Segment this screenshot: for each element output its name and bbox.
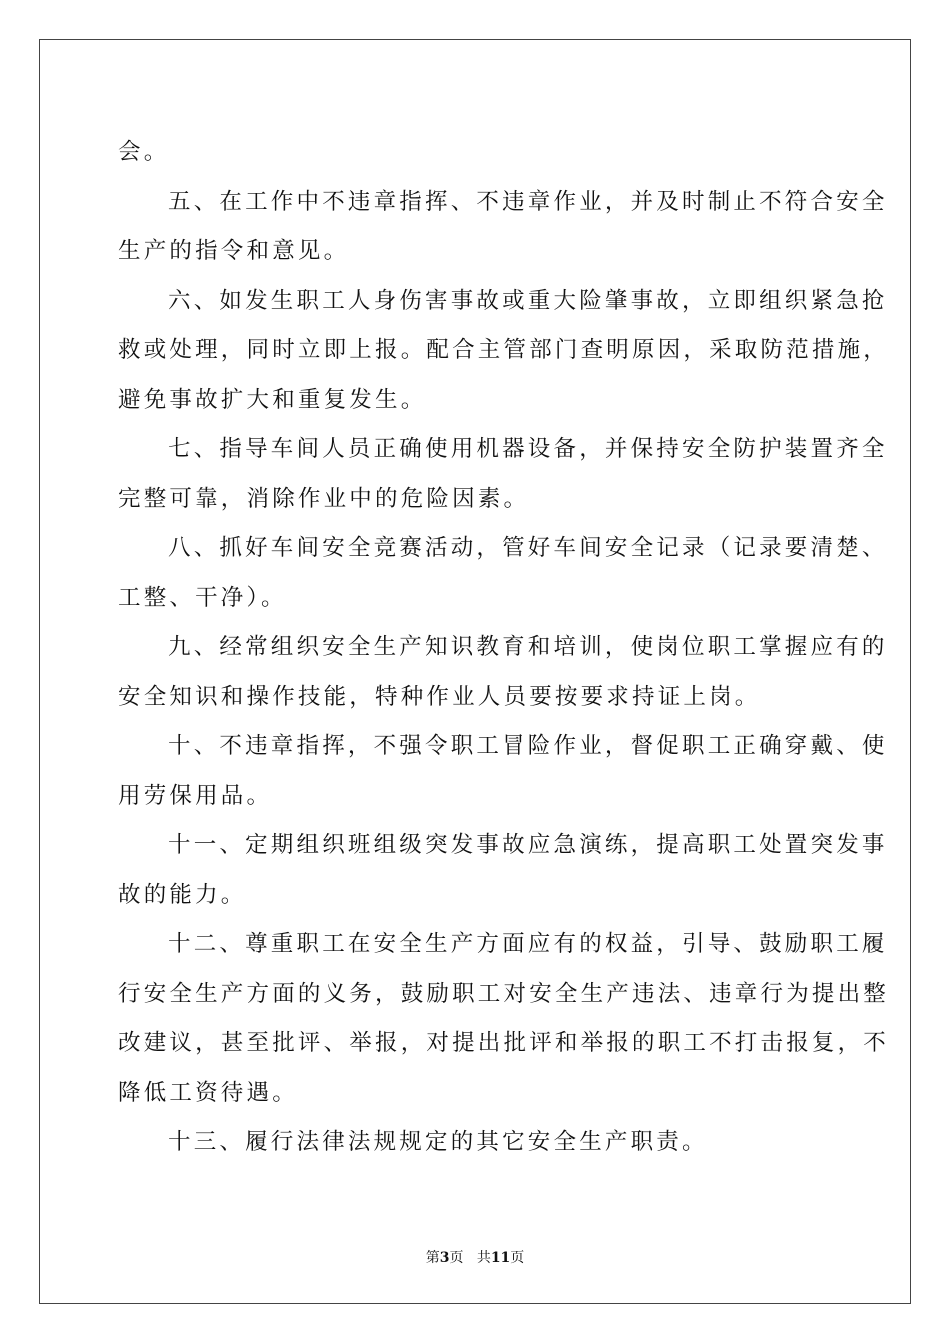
paragraph	[118, 425, 888, 524]
text-line: 用劳保用品。	[118, 782, 273, 809]
page-footer	[0, 1247, 950, 1267]
page-number: 3	[439, 1250, 450, 1266]
paragraph	[118, 821, 888, 920]
total-pages: 11	[490, 1250, 511, 1266]
text-line: 避免事故扩大和重复发生。	[118, 386, 427, 413]
text-line: 生产的指令和意见。	[118, 238, 350, 264]
footer-gap	[463, 1250, 476, 1266]
text-line: 十二、尊重职工在安全生产方面应有的权益，引导、鼓励职工履	[168, 931, 888, 957]
paragraph	[118, 128, 834, 178]
text-line: 十、不违章指挥，不强令职工冒险作业，督促职工正确穿戴、使	[168, 733, 888, 759]
paragraph	[118, 920, 890, 1118]
paragraph	[118, 722, 888, 821]
text-line: 九、经常组织安全生产知识教育和培训，使岗位职工掌握应有的	[168, 634, 888, 660]
text-line: 故的能力。	[118, 881, 247, 908]
text-line: 改建议，甚至批评、举报，对提出批评和举报的职工不打击报复，不	[118, 1030, 890, 1056]
text-line: 五、在工作中不违章指挥、不违章作业，并及时制止不符合安全	[168, 188, 888, 215]
text-line: 完整可靠，消除作业中的危险因素。	[118, 485, 530, 512]
page-suffix: 页	[449, 1250, 464, 1266]
text-line: 工整、干净）。	[118, 584, 287, 611]
text-line: 六、如发生职工人身伤害事故或重大险肇事故，立即组织紧急抢	[168, 287, 888, 314]
text-line: 救或处理，同时立即上报。配合主管部门查明原因，采取防范措施，	[118, 337, 890, 363]
text-line: 十三、履行法律法规规定的其它安全生产职责。	[168, 1129, 708, 1155]
text-line: 会。	[118, 139, 170, 165]
text-line: 七、指导车间人员正确使用机器设备，并保持安全防护装置齐全	[168, 436, 888, 462]
paragraph	[118, 524, 888, 623]
total-prefix: 共	[476, 1250, 491, 1266]
paragraph	[118, 623, 888, 722]
document-body	[118, 128, 890, 1168]
text-line: 安全知识和操作技能，特种作业人员要按要求持证上岗。	[118, 683, 761, 710]
text-line: 降低工资待遇。	[118, 1079, 298, 1106]
paragraph	[118, 1118, 834, 1168]
paragraph	[118, 178, 888, 277]
text-line: 十一、定期组织班组级突发事故应急演练，提高职工处置突发事	[168, 832, 888, 858]
page-prefix: 第	[425, 1250, 440, 1266]
paragraph	[118, 277, 890, 426]
text-line: 八、抓好车间安全竞赛活动，管好车间安全记录（记录要清楚、	[168, 535, 888, 561]
total-suffix: 页	[510, 1250, 525, 1266]
text-line: 行安全生产方面的义务，鼓励职工对安全生产违法、违章行为提出整	[118, 980, 890, 1007]
